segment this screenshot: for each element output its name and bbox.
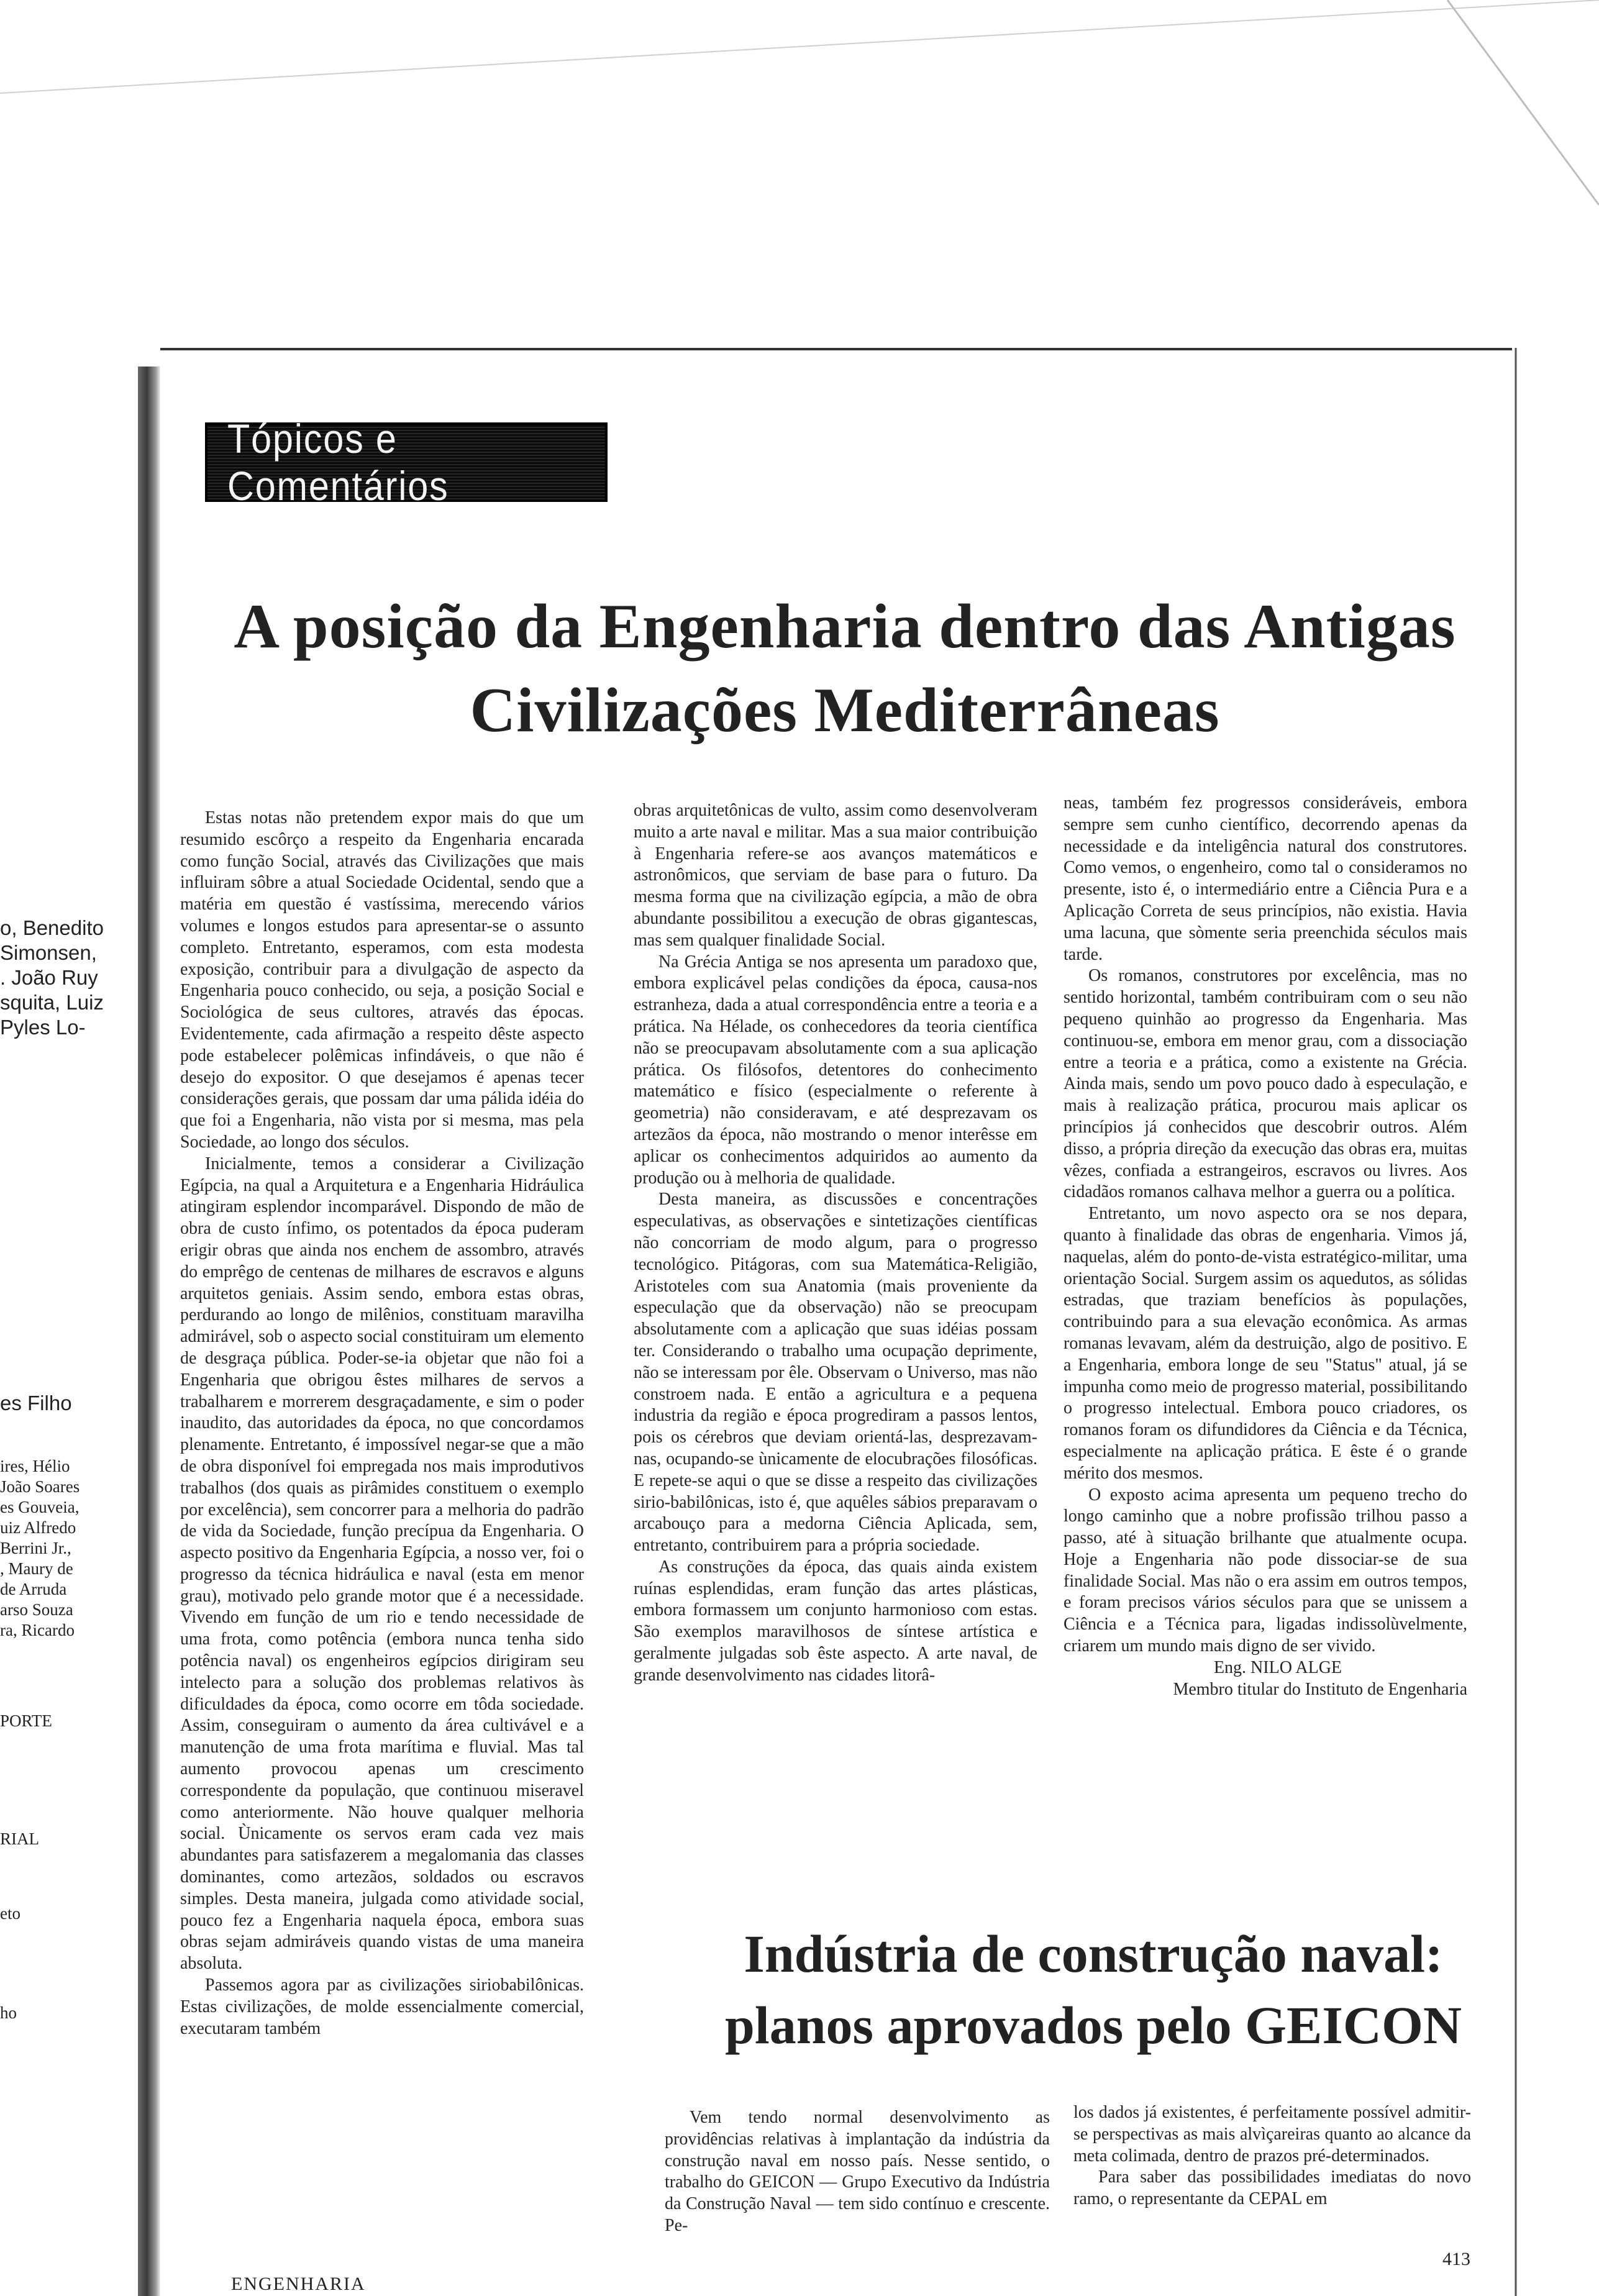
prev-line: uiz Alfredo [0, 1518, 76, 1537]
magazine-footer: ENGENHARIA [231, 2274, 366, 2294]
prev-line: ra, Ricardo [0, 1621, 75, 1639]
second-article-title-line2: planos aprovados pelo GEICON [725, 1995, 1462, 2055]
page-gutter-shadow [138, 367, 160, 2296]
second-article-column-2 [1073, 2102, 1471, 2210]
prev-line: . João Ruy [0, 966, 98, 989]
paragraph: Estas notas não pretendem expor mais do que um resumido escôrço a respeito da Engenharia encarada como função Social, através das Civilizações que mais influiram sôbre a atual Sociedade Ocidental, sendo que a matéria em questão é vastíssima, merecendo vários volumes e longos estudos para apresentar-se o assunto completo. Entretanto, esperamos, com esta modesta exposição, contribuir para a divulgação de aspecto da Engenharia pouco conhecido, ou seja, a posição Social e Sociológica de seus cultores, através das épocas. Evidentemente, cada afirmação a respeito dêste aspecto pode estabelecer polêmicas infindáveis, o que não é desejo do expositor. O que desejamos é apenas tecer considerações gerais, que possam dar uma pálida idéia do que foi a Engenharia, não vista por si mesma, mas pela Sociedade, ao longo dos séculos. [180, 808, 584, 1152]
prev-line: João Soares [0, 1477, 80, 1496]
prev-line: de Arruda [0, 1580, 67, 1598]
prev-line: PORTE [0, 1711, 52, 1730]
second-article-title-line1: Indústria de construção naval: [744, 1924, 1443, 1984]
paragraph: los dados já existentes, é perfeitamente possível admitir-se perspectivas as mais alvìçareiras quanto ao alcance da meta colimada, dentro de prazos pré-determinados. [1073, 2103, 1471, 2166]
section-banner [205, 416, 608, 509]
paragraph: obras arquitetônicas de vulto, assim como desenvolveram muito a arte naval e militar. Mas a sua maior contribuição à Engenharia refere-se aos avanços matemáticos e astronômicos, que serviam de base para o futuro. Da mesma forma que na civilização egípcia, a mão de obra abundante possibilitou a execução de obras gigantescas, mas sem qualquer finalidade Social. [634, 801, 1037, 950]
page-number: 413 [1442, 2249, 1470, 2269]
prev-line: ires, Hélio [0, 1457, 70, 1475]
prev-line: RIAL [0, 1829, 39, 1848]
prev-line: arso Souza [0, 1600, 73, 1619]
second-article-column-1 [665, 2107, 1050, 2237]
paragraph: neas, também fez progressos consideráveis, embora sempre sem cunho científico, decorrendo apenas da necessidade e da inteligência natural dos construtores. Como vemos, o engenheiro, como tal o consideramos no presente, isto é, o intermediário entre a Ciência Pura e a Aplicação Correta de seus princípios, não existia. Havia uma lacuna, que sòmente seria preenchida séculos mais tarde. [1064, 793, 1467, 964]
prev-line: squita, Luiz [0, 991, 104, 1014]
article-title-line1: A posição da Engenharia dentro das Antigas [234, 591, 1456, 662]
article-column-3 [1064, 793, 1467, 1700]
page-top-rule [160, 348, 1512, 350]
prev-line: eto [0, 1904, 20, 1923]
paragraph: As construções da época, das quais ainda existem ruínas esplendidas, eram função das artes plásticas, embora formassem um conjunto harmonioso com estas. São exemplos maravilhosos de síntese artística e geralmente julgadas sob êste aspecto. A arte naval, de grande desenvolvimento nas cidades litorâ- [634, 1557, 1037, 1685]
prev-line: Pyles Lo- [0, 1016, 86, 1039]
paragraph: Inicialmente, temos a considerar a Civilização Egípcia, na qual a Arquitetura e a Engenharia Hidráulica atingiram esplendor incomparável. Dispondo de mão de obra de custo ínfimo, os potentados da época puderam erigir obras que ainda nos enchem de assombro, através do emprêgo de centenas de milhares de escravos e alguns arquitetos geniais. Assim sendo, embora estas obras, perdurando ao longo de milênios, constituam maravilha admirável, sob o aspecto social constituiram um elemento de desgraça pública. Poder-se-ia objetar que não foi a Engenharia que obrigou êstes milhares de servos a trabalharem e morrerem desgraçadamente, e sim o poder inaudito, das autoridades da época, no que concordamos plenamente. Entretanto, é impossível negar-se que a mão de obra disponível foi empregada nos mais improdutivos trabalhos (dos quais as pirâmides constituem o exemplo por excelência), sem concorrer para a melhoria do padrão de vida da Sociedade, função precípua da Engenharia. O aspecto positivo da Engenharia Egípcia, a nosso ver, foi o progresso da técnica hidráulica e naval (esta em menor grau), motivado pelo grande motor que é a necessidade. Vivendo em função de um rio e tendo necessidade de uma frota, como potência (embora nunca tenha sido potência naval) os engenheiros egípcios dirigiram seu intelecto para a solução dos problemas relativos às dificuldades da época, como ocorre em tôda sociedade. Assim, conseguiram o aumento da área cultivável e a manutenção de uma frota marítima e fluvial. Mas tal aumento provocou apenas um crescimento correspondente da população, que continuou miseravel como anteriormente. Não houve qualquer melhoria social. Ùnicamente os servos eram cada vez mais abundantes para satisfazerem a megalomania das classes dominantes, como artezãos, soldados ou escravos simples. Desta maneira, julgada como atividade social, pouco fez a Engenharia naquela época, embora suas obras sejam admiráveis quando vistas de uma maneira absoluta. [180, 1154, 584, 1974]
paragraph: Vem tendo normal desenvolvimento as providências relativas à implantação da indústria da construção naval em nosso país. Nesse sentido, o trabalho do GEICON — Grupo Executivo da Indústria da Construção Naval — tem sido contínuo e crescente. Pe- [665, 2108, 1050, 2235]
article-column-1 [180, 808, 584, 2039]
section-banner-label: Tópicos e Comentários [227, 416, 449, 509]
paragraph: Passemos agora par as civilizações siriobabilônicas. Estas civilizações, de molde essencialmente comercial, executaram também [180, 1975, 584, 2038]
prev-line: ho [0, 2003, 17, 2022]
prev-line: es Gouveia, [0, 1498, 80, 1516]
paragraph: Desta maneira, as discussões e concentrações especulativas, as observações e sintetizações científicas não concorriam de modo algum, para o progresso tecnológico. Pitágoras, com sua Matemática-Religião, Aristoteles com sua Anatomia (mais proveniente da especulação que da observação) não se preocupam absolutamente com a aplicação que suas idéias possam ter. Considerando o trabalho uma ocupação deprimente, não se interessam por êle. Observam o Universo, mas não constroem nada. E então a agricultura e a pequena industria da região e época progrediram a passos lentos, pois os cérebros que deviam orientá-las, desprezavam-nas, ocupando-se ùnicamente de elocubrações filosóficas. E repete-se aqui o que se disse a respeito das civilizações sirio-babilônicas, isto é, que aquêles sábios preparavam o arcabouço para a medorna Ciência Aplicada, sem, entretanto, contribuirem para a própria sociedade. [634, 1190, 1037, 1556]
article-column-2 [634, 800, 1037, 1687]
paragraph: O exposto acima apresenta um pequeno trecho do longo caminho que a nobre profissão trilhou passo a passo, até à situação brilhante que atualmente ocupa. Hoje a Engenharia não pode dissociar-se de sua finalidade Social. Mas não o era assim em outros tempos, e foram precisos vários séculos para que se unissem a Ciência e a Técnica para, ligadas indissolùvelmente, criarem um mundo mais digno de ser vivido. [1064, 1485, 1467, 1656]
author-role: Membro titular do Instituto de Engenharia [1173, 1679, 1467, 1699]
article-title-line2: Civilizações Mediterrâneas [470, 675, 1220, 745]
paragraph: Entretanto, um novo aspecto ora se nos depara, quanto à finalidade das obras de engenharia. Vimos já, naquelas, além do ponto-de-vista estratégico-militar, uma orientação Social. Surgem assim os aquedutos, as sólidas estradas, que traziam benefícios às populações, contribuindo para a sua elevação econômica. As armas romanas levavam, além da destruição, algo de positivo. E a Engenharia, embora longe de seu "Status" atual, já se impunha como meio de progresso material, possibilitando o progresso intelectual. Embora pouco criadores, os romanos foram os difundidores da Ciência e da Técnica, especialmente na aplicação prática. E êste é o grande mérito dos mesmos. [1064, 1204, 1467, 1483]
paragraph: Os romanos, construtores por excelência, mas no sentido horizontal, também contribuiram com o seu não pequeno quinhão ao progresso da Engenharia. Mas continuou-se, embora em menor grau, com a dissociação entre a teoria e a prática, como a existente na Grécia. Ainda mais, sendo um povo pouco dado à especulação, e mais à realização prática, procurou mais aplicar os princípios já conhecidos que descobrir outros. Além disso, a própria direção da execução das obras era, muitas vêzes, confiada a estrangeiros, escravos ou livres. Aos cidadãos romanos calhava melhor a guerra ou a política. [1064, 966, 1467, 1202]
prev-line: o, Benedito [0, 916, 104, 939]
paragraph: Na Grécia Antiga se nos apresenta um paradoxo que, embora explicável pelas condições da época, causa-nos estranheza, dada a atual correspondência entre a teoria e a prática. Na Hélade, os conhecedores da teoria científica não se preocupavam absolutamente com a sua aplicação prática. Os filósofos, detentores do conhecimento matemático e físico (especialmente o referente à geometria) não consideravam, e até desprezavam os artezãos da época, não mostrando o menor interêsse em aplicar os conhecimentos adquiridos ao aumento da produção ou à melhoria de qualidade. [634, 952, 1037, 1188]
previous-page-fragment [0, 348, 143, 2286]
prev-line: Berrini Jr., [0, 1539, 71, 1557]
prev-line: es Filho [0, 1392, 72, 1414]
author-name: Eng. NILO ALGE [1213, 1657, 1342, 1677]
paragraph: Para saber das possibilidades imediatas do novo ramo, o representante da CEPAL em [1073, 2167, 1471, 2209]
prev-line: , Maury de [0, 1559, 73, 1578]
prev-line: Simonsen, [0, 941, 97, 964]
